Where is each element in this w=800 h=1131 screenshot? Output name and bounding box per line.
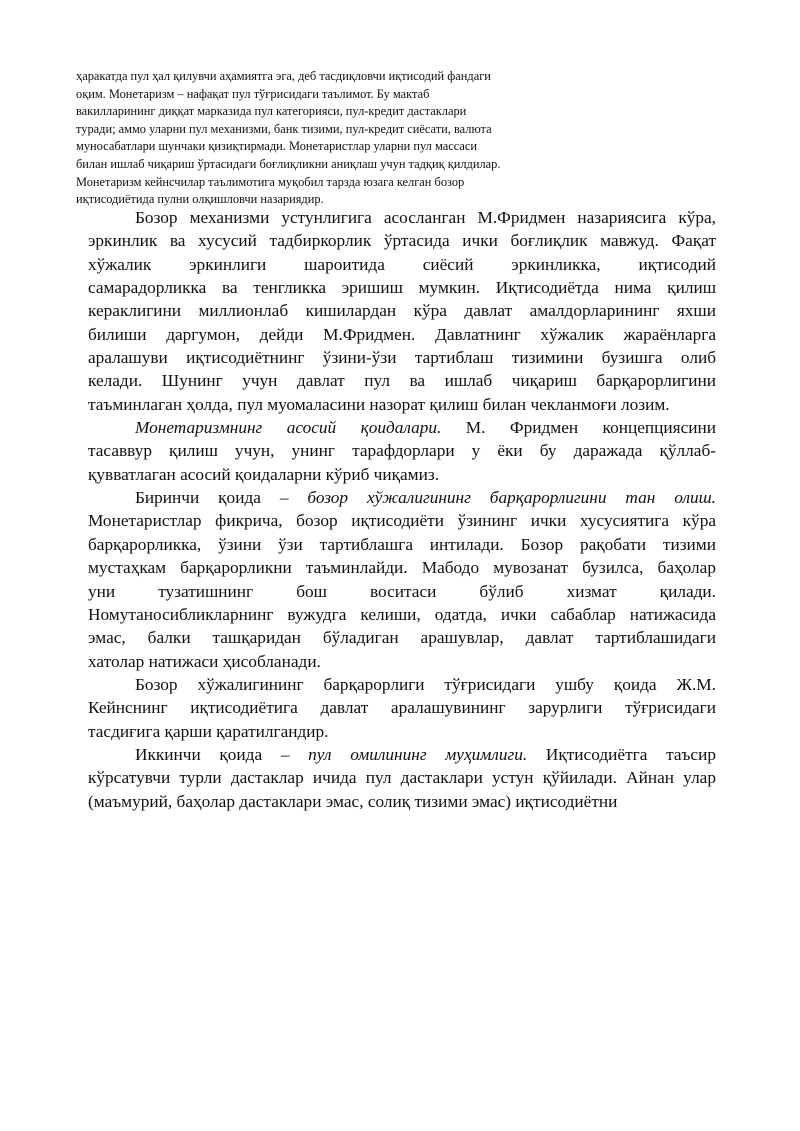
text-line: тасдиғига қарши қаратилгандир. <box>88 721 329 741</box>
paragraph-second-principle <box>88 743 716 813</box>
text-line: кераклигини миллионлаб кишилардан кўра давлат амалдорларининг яхши <box>88 301 716 321</box>
text-line: кўрсатувчи турли дастаклар ичида пул дастаклари устун қўйилади. Айнан улар <box>88 768 716 788</box>
italic-heading: Монетаризмнинг асосий қоидалари. <box>135 418 442 438</box>
footnote-line: билан ишлаб чиқариш ўртасидаги боғлиқликни аниқлаш учун тадқиқ қилдилар. <box>76 156 501 171</box>
paragraph-main-principles <box>88 416 716 486</box>
text-line: аралашуви иқтисодиётнинг ўзини-ўзи тартиблаш тизимини бузишга олиб <box>88 348 716 368</box>
text-line: Номутаносибликларнинг вужудга келиши, одатда, ички сабаблар натижасида <box>88 604 716 624</box>
text-line <box>88 486 716 509</box>
footnote-line: ҳаракатда пул ҳал қилувчи аҳамиятга эга, деб тасдиқловчи иқтисодий фандаги <box>76 69 491 83</box>
main-text <box>88 206 716 813</box>
footnote-line: туради; аммо уларни пул механизми, банк тизими, пул-кредит сиёсати, валюта <box>76 121 492 136</box>
text-line: қувватлаган асосий қоидаларни кўриб чиқамиз. <box>88 464 440 484</box>
italic-principle: бозор хўжалигининг барқарорлигини тан олиш. <box>307 488 716 508</box>
text-run: Биринчи қоида – <box>135 488 308 508</box>
text-line: (маъмурий, баҳолар дастаклари эмас, солиқ тизими эмас) иқтисодиётни <box>88 791 618 811</box>
text-line: Монетаристлар фикрича, бозор иқтисодиёти ўзининг ички хусусиятига кўра <box>88 511 716 531</box>
footnote-line: оқим. Монетаризм – нафақат пул тўғрисидаги таълимот. Бу мактаб <box>76 86 430 101</box>
text-line: уни тузатишнинг бош воситаси бўлиб хизмат қилади. <box>88 581 716 601</box>
text-run: Иқтисодиётга таъсир <box>527 744 716 764</box>
footnote-line: муносабатлари шунчаки қизиқтирмади. Монетаристлар уларни пул массаси <box>76 139 477 154</box>
text-line: келади. Шунинг учун давлат пул ва ишлаб чиқариш барқарорлигини <box>88 371 716 391</box>
paragraph-keynes-contrast <box>88 673 716 743</box>
footnote-line: иқтисодиётида пулни олқишловчи назариядир. <box>76 192 324 207</box>
text-line: эркинлик ва хусусий тадбиркорлик ўртасида ички боғлиқлик мавжуд. Фақат <box>88 231 716 251</box>
text-line: самарадорликка ва тенгликка эришиш мумкин. Иқтисодиётда нима қилиш <box>88 278 716 298</box>
text-line <box>88 743 716 766</box>
paragraph-friedman-theory <box>88 206 716 416</box>
text-line: Бозор механизми устунлигига асосланган М.Фридмен назариясига кўра, <box>135 208 716 227</box>
text-line: барқарорликка, ўзини ўзи тартиблашга интилади. Бозор рақобати тизими <box>88 534 716 554</box>
footnote <box>76 68 596 209</box>
text-line: таъминлаган ҳолда, пул муомаласини назорат қилиш билан чекланмоғи лозим. <box>88 394 670 414</box>
text-line <box>88 416 716 439</box>
text-line: эмас, балки ташқаридан бўладиган арашувлар, давлат тартиблашидаги <box>88 628 716 648</box>
text-run: М. Фридмен концепциясини <box>441 418 716 438</box>
paragraph-first-principle <box>88 486 716 673</box>
footnote-line: Монетаризм кейнсчилар таълимотига муқобил тарзда юзага келган бозор <box>76 174 465 189</box>
text-line: тасаввур қилиш учун, унинг тарафдорлари у ёки бу даражада қўллаб- <box>88 441 716 461</box>
text-line: хатолар натижаси ҳисобланади. <box>88 651 321 671</box>
footnote-line: вакилларининг диққат марказида пул категорияси, пул-кредит дастаклари <box>76 104 467 119</box>
text-line: мустаҳкам барқарорликни таъминлайди. Мабодо мувозанат бузилса, баҳолар <box>88 558 716 578</box>
italic-principle: пул омилининг муҳимлиги. <box>308 744 528 764</box>
text-line: Кейнснинг иқтисодиётига давлат аралашувининг зарурлиги тўғрисидаги <box>88 698 716 718</box>
text-line: Бозор хўжалигининг барқарорлиги тўғрисидаги ушбу қоида Ж.М. <box>135 674 716 694</box>
text-line: хўжалик эркинлиги шароитида сиёсий эркинликка, иқтисодий <box>88 254 716 274</box>
text-line: билиши даргумон, дейди М.Фридмен. Давлатнинг хўжалик жараёнларга <box>88 324 716 344</box>
text-run: Иккинчи қоида – <box>135 744 309 764</box>
